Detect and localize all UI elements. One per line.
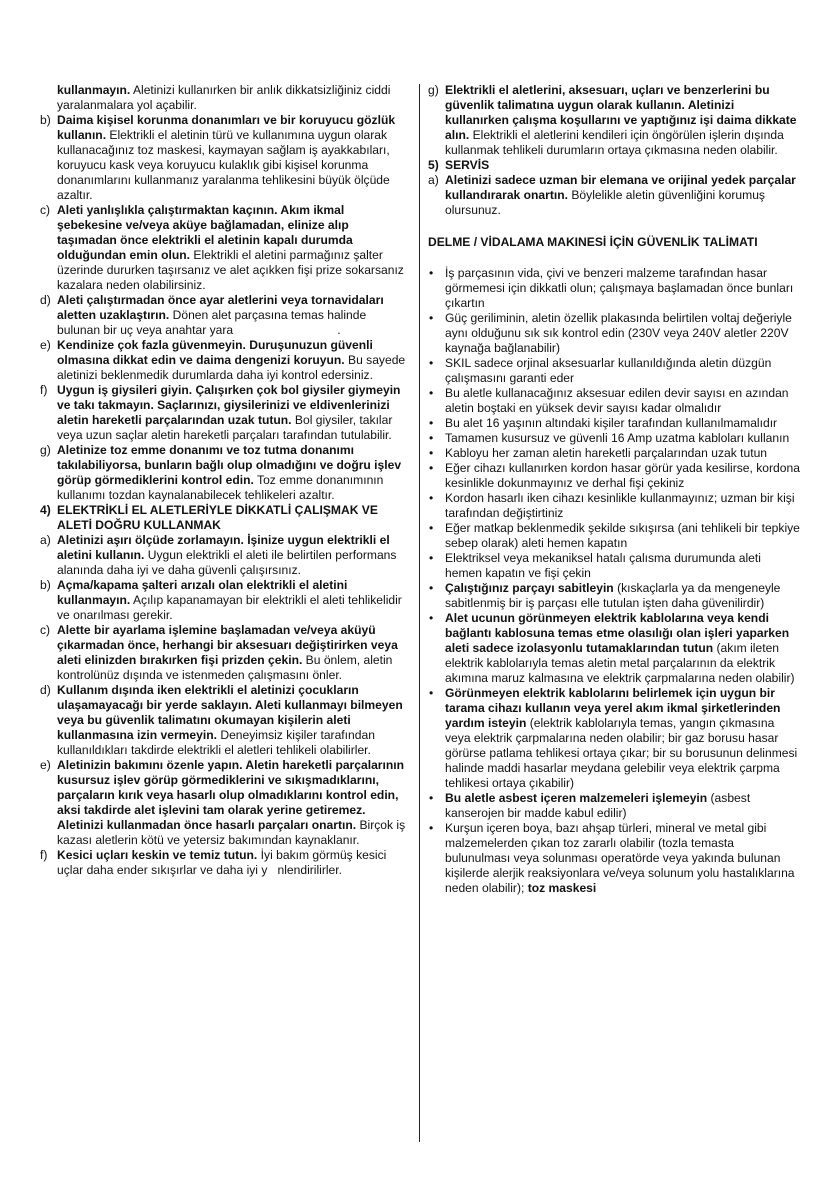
body-text: Uygun elektrikli el aleti ile belirtilen performans alanında daha iyi ve daha güvenli çalışırsınız. — [57, 548, 397, 577]
body-text: Kabloyu her zaman aletin hareketli parçalarından uzak tutun — [445, 446, 768, 460]
bold-text: Uygun iş giysileri giyin. Çalışırken çok bol giysiler giymeyin ve takı takmayın. Saçlarınızı, giysilerinizi ve eldivenlerinizi aletin hareketli parçalarından uzak tutun. — [57, 383, 401, 427]
bullet-icon: • — [429, 611, 434, 625]
bullet-item — [428, 356, 800, 386]
bullet-item — [428, 491, 800, 521]
bold-text: Kendinize çok fazla güvenmeyin. Duruşunuzun güvenli olmasına dikkat edin ve daima dengenizi koruyun. — [57, 338, 373, 367]
bullet-icon: • — [429, 491, 434, 505]
bold-text: Bu aletle asbest içeren malzemeleri işlemeyin — [445, 791, 708, 805]
item-label: b) — [40, 578, 51, 592]
body-text: (asbest kanserojen bir madde kabul edilir) — [445, 791, 751, 820]
item-label: c) — [40, 623, 51, 637]
body-text: Bu sayede aletinizi beklenmedik durumlarda daha iyi kontrol edersiniz. — [57, 353, 406, 382]
body-text: Eğer matkap beklenmedik şekilde sıkışırsa (ani tehlikeli bir tepkiye sebep olarak) aleti hemen kapatın — [445, 521, 800, 550]
bullet-icon: • — [429, 266, 434, 280]
body-text: Deneyimsiz kişiler tarafından kullanıldıkları takdirde elektrikli el aletleri tehlikeli olabilirler. — [57, 728, 375, 757]
bullet-icon: • — [429, 386, 434, 400]
bold-text: Elektrikli el aletlerini, aksesuarı, uçları ve benzerlerini bu güvenlik talimatına uygun olarak kullanın. Aletinizi kullanırken çalışma koşullarını ve yaptığınız işi daima dikkate alın. — [445, 83, 797, 142]
bullet-icon: • — [429, 431, 434, 445]
item-3d — [40, 293, 410, 338]
body-text: Elektrikli el aletlerini kendileri için öngörülen işlerin dışında kullanmak tehlikeli durumların ortaya çıkmasına neden olabilir. — [445, 128, 784, 157]
bold-text: kullanmayın. — [57, 83, 131, 97]
item-4d — [40, 683, 410, 758]
body-text: Elektrikli el aletinin türü ve kullanımına uygun olarak kullanacağınız toz maskesi, kaymayan sağlam iş ayakkabıları, koruyucu kask veya koruyucu kulaklık gibi kişisel korunma donanımlarını kullanmanız yaralanma tehlikesini büyük ölçüde azaltır. — [57, 128, 390, 202]
item-label: a) — [428, 173, 439, 187]
body-text: Dönen alet parçasına temas halinde bulunan bir uç veya anahtar yara . — [57, 308, 370, 337]
item-label: e) — [40, 338, 51, 352]
paragraph-continuation — [40, 83, 410, 113]
item-3e — [40, 338, 410, 383]
body-text: Elektriksel veya mekaniksel hatalı çalısma durumunda aleti hemen kapatın ve fişi çekin — [445, 551, 761, 580]
item-label: f) — [40, 383, 48, 397]
bold-text: toz maskesi — [527, 881, 597, 895]
item-4b — [40, 578, 410, 623]
bullet-icon: • — [429, 791, 434, 805]
body-text: SKIL sadece orjinal aksesuarlar kullanıldığında aletin düzgün çalışmasını garanti eder — [445, 356, 772, 385]
item-3f — [40, 383, 410, 443]
item-label: d) — [40, 683, 51, 697]
column-divider — [419, 84, 420, 1142]
bullet-icon: • — [429, 686, 434, 700]
bullet-item — [428, 431, 800, 446]
body-text: İş parçasının vida, çivi ve benzeri malzeme tarafından hasar görmemesi için dikkatli olun; çalışmaya başlamadan önce bunları çıkartın — [445, 266, 794, 310]
bullet-item — [428, 521, 800, 551]
bold-text: Aletinizi aşırı ölçüde zorlamayın. İşinize uygun elektrikli el aletini kullanın. — [57, 533, 390, 562]
body-text: Açılıp kapanamayan bir elektrikli el aleti tehlikelidir ve onarılması gerekir. — [57, 593, 402, 622]
bold-text: Alette bir ayarlama işlemine başlamadan ve/veya aküyü çıkarmadan önce, herhangi bir aksesuarı değiştirirken veya aleti elinizden bırakırken fişi prizden çekin. — [57, 623, 398, 667]
item-4c — [40, 623, 410, 683]
bold-text: Görünmeyen elektrik kablolarını belirlemek için uygun bir tarama cihazı kullanın veya yerel akım ikmal şirketlerinden yardım isteyin — [445, 686, 781, 730]
bullet-icon: • — [429, 521, 434, 535]
bullet-icon: • — [429, 551, 434, 565]
body-text: Bu önlem, aletin kontrolünüz dışında ve istenmeden çalışmasını önler. — [57, 653, 393, 682]
item-4e — [40, 758, 410, 848]
body-text: Toz emme donanımının kullanımı tozdan kaynalanabilecek tehlikeleri azaltır. — [57, 473, 384, 502]
section-5-heading — [428, 158, 800, 173]
item-label: b) — [40, 113, 51, 127]
bullet-item — [428, 821, 800, 896]
bold-text: Çalıştığınız parçayı sabitleyin — [445, 581, 614, 595]
bullet-item — [428, 311, 800, 356]
section-number: 5) — [428, 158, 439, 172]
bullet-icon: • — [429, 311, 434, 325]
bullet-item — [428, 266, 800, 311]
bullet-item — [428, 791, 800, 821]
item-4f — [40, 848, 410, 878]
bullet-item — [428, 386, 800, 416]
safety-bullet-list — [428, 266, 800, 896]
item-3c — [40, 203, 410, 293]
section-title: SERVİS — [445, 158, 490, 172]
body-text: (akım ileten elektrik kablolarıyla temas aletin metal parçalarının da elektrik akımına maruz kalmasına ve elektrik çarpmalarına neden olabilir) — [445, 641, 795, 685]
bullet-icon: • — [429, 821, 434, 835]
bullet-icon: • — [429, 416, 434, 430]
body-text: Eğer cihazı kullanırken kordon hasar görür yada kesilirse, kordona kesinlikle dokunmayınız ve derhal fişi çekiniz — [445, 461, 800, 490]
body-text: Bol giysiler, takılar veya uzun saçlar aletin hareketli parçaları tarafından tutulabilir. — [57, 413, 393, 442]
bullet-item — [428, 551, 800, 581]
bullet-item — [428, 611, 800, 686]
left-column — [40, 83, 410, 878]
item-5a — [428, 173, 800, 218]
bullet-item — [428, 581, 800, 611]
body-text: İyi bakım görmüş kesici uçlar daha ender sıkışırlar ve daha iyi y nlendirilirler. — [57, 848, 390, 877]
body-text: (kıskaçlarla ya da mengeneyle sabitlenmiş bir iş parçası elle tutulan işten daha güvenilirdir) — [445, 581, 781, 610]
bold-text: Kesici uçları keskin ve temiz tutun. — [57, 848, 258, 862]
bold-text: Aleti yanlışlıkla çalıştırmaktan kaçının. Akım ikmal şebekesine ve/veya aküye bağlamadan, elinize alıp taşımadan önce elektrikli el aletinin kapalı durumda olduğundan emin olun. — [57, 203, 353, 262]
body-text: Elektrikli el aletini parmağınız şalter üzerinde dururken taşırsanız ve alet açıkken fişi prize sokarsanız kazalara neden olabilirsiniz. — [57, 248, 404, 292]
bullet-icon: • — [429, 356, 434, 370]
section-number: 4) — [40, 503, 51, 517]
right-column — [428, 83, 800, 896]
bold-text: Kullanım dışında iken elektrikli el aletinizi çocukların ulaşamayacağı bir yerde saklayın. Aleti kullanmayı bilmeyen veya bu güvenlik talimatını okumayan kişilerin aleti kullanmasına izin vermeyin. — [57, 683, 403, 742]
bullet-icon: • — [429, 461, 434, 475]
item-4g — [428, 83, 800, 158]
item-label: c) — [40, 203, 51, 217]
item-label: g) — [428, 83, 439, 97]
bullet-icon: • — [429, 581, 434, 595]
body-text: Tamamen kusursuz ve güvenli 16 Amp uzatma kabloları kullanın — [445, 431, 790, 445]
bold-text: Daima kişisel korunma donanımları ve bir koruyucu gözlük kullanın. — [57, 113, 396, 142]
bold-text: Aletinizin bakımını özenle yapın. Aletin hareketli parçalarının kusursuz işlev görüp görmediklerini ve sıkışmadıklarını, parçaların kırık veya hasarlı olup olmadıklarını kontrol edin, aksi takdirde alet işlevini tam olarak yerine getiremez. Aletinizi kullanmadan önce hasarlı parçaları onartın. — [57, 758, 404, 832]
bullet-icon: • — [429, 446, 434, 460]
item-label: a) — [40, 533, 51, 547]
safety-heading: DELME / VİDALAMA MAKINESİ İÇİN GÜVENLİK TALİMATI — [428, 235, 758, 249]
bullet-item — [428, 686, 800, 791]
bold-text: Açma/kapama şalteri arızalı olan elektrikli el aletini kullanmayın. — [57, 578, 348, 607]
item-3b — [40, 113, 410, 203]
bullet-item — [428, 446, 800, 461]
body-text: Bu aletle kullanacağınız aksesuar edilen devir sayısı en azından aletin boştaki en yüksek devir sayısı kadar olmalıdır — [445, 386, 789, 415]
item-3g — [40, 443, 410, 503]
item-label: d) — [40, 293, 51, 307]
bullet-item — [428, 416, 800, 431]
body-text: Kurşun içeren boya, bazı ahşap türleri, mineral ve metal gibi malzemelerden çıkan toz zararlı olabilir (tozla temasta bulunulması veya solunması operatörde veya yakında bulunan kişilerde alerjik reaksiyonlara ve/veya solunum yolu hastalıklarına neden olabilir); — [445, 821, 795, 895]
item-4a — [40, 533, 410, 578]
bold-text: Aletinizi sadece uzman bir elemana ve orijinal yedek parçalar kullandırarak onartın. — [445, 173, 796, 202]
section-4-heading — [40, 503, 410, 533]
bold-text: Aleti çalıştırmadan önce ayar aletlerini veya tornavidaları aletten uzaklaştırın. — [57, 293, 384, 322]
item-label: g) — [40, 443, 51, 457]
section-title: ELEKTRİKLİ EL ALETLERİYLE DİKKATLİ ÇALIŞMAK VE ALETİ DOĞRU KULLANMAK — [57, 503, 378, 532]
bold-text: Alet ucunun görünmeyen elektrik kablolarına veya kendi bağlantı kablosuna temas etme olasılığı olan işleri yaparken aleti sadece izolasyonlu tutamaklarından tutun — [445, 611, 790, 655]
item-label: e) — [40, 758, 51, 772]
body-text: (elektrik kablolarıyla temas, yangın çıkmasına veya elektrik çarpmalarına neden olabilir; bir gaz borusu hasar görürse patlama tehlikesi ortaya çıkar; bir su borusunun delinmesi halinde maddi hasarlar meydana gelebilir veya elektrik çarpma tehlikesi ortaya çıkabilir) — [445, 716, 798, 790]
body-text: Aletinizi kullanırken bir anlık dikkatsizliğiniz ciddi yaralanmalara yol açabilir. — [57, 83, 391, 112]
item-label: f) — [40, 848, 48, 862]
body-text: Bu alet 16 yaşının altındaki kişiler tarafından kullanılmamalıdır — [445, 416, 778, 430]
bold-text: Aletinize toz emme donanımı ve toz tutma donanımı takılabiliyorsa, bunların bağlı olup olmadığını ve doğru işlev görüp görmediklerini kontrol edin. — [57, 443, 402, 487]
body-text: Kordon hasarlı iken cihazı kesinlikle kullanmayınız; uzman bir kişi tarafından değiştirtiniz — [445, 491, 795, 520]
body-text: Birçok iş kazası aletlerin kötü ve yetersiz bakımından kaynaklanır. — [57, 818, 406, 847]
body-text: Böylelikle aletin güvenliğini korumuş olursunuz. — [445, 188, 765, 217]
body-text: Güç geriliminin, aletin özellik plakasında belirtilen voltaj değeriyle aynı olduğunu sık sık kontrol edin (230V veya 240V aletler 220V kaynağa bağlanabilir) — [445, 311, 792, 355]
bullet-item — [428, 461, 800, 491]
